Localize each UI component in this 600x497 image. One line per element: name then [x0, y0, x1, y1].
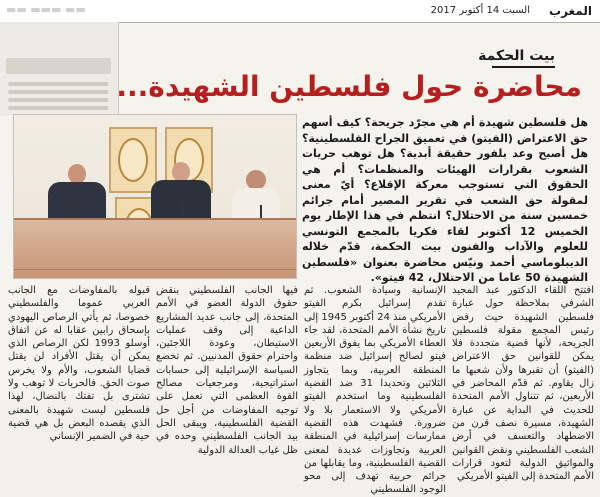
- speaker-left: [42, 164, 112, 220]
- article-headline: محاضرة حول فلسطين الشهيدة...: [116, 70, 582, 103]
- speaker-right: [229, 170, 283, 220]
- speaker-center-head: [172, 162, 190, 182]
- article-lead: هل فلسطين شهيدة أم هي مجرّد جريحة؟ كيف أسهم حق الاعتراض (الفيتو) في تعميق الجراح الفلسطينية؟ هل أصبح وعد بلفور حقيقة أبدية؟ هل توهب حريات الشعوب بقرارات الهيئات والمنظمات؟ أم هي الحقوق التي تستوجب معركة الإقلاع؟ أيّ معنى لمقولة حق الشعب في تقرير المصير أمام جرائم خمسين سنة من الاحتلال؟ انتظم في هذا الإطار يوم الخميس 12 أكتوبر لقاء فكريا بالمجمع التونسي للعلوم والآداب والفنون بيت الحكمة، قدّم خلاله الديبلوماسي أحمد ونيّس محاضرة بعنوان «فلسطين الشهيدة 50 عاما من الاحتلال، 42 فيتو».: [302, 116, 588, 284]
- article-column-2: الإنسانية وسيادة الشعوب. ثم تقدم إسرائيل بكرم الفيتو الأمريكي منذ 24 أكتوبر 1945 إلى تاريخ نشأة الأمم المتحدة، لقد جاء العطاء الأمريكي بما يفوق الأربعين فيتو لصالح إسرائيل ضد منظمة المنطقة العربية، وبما يتجاوز الثلاثين وتحديدا 31 ضد القضية الفلسطينية وما استخدم الفيتو الأمريكي ولا الاستعمار بلا ولا ضرورة. فشهدت هذه القضية ممارسات إسرائيلية في المنطقة العربية وتجاوزات عديدة لمعنى القضية الفلسطينية، وما يقابلها من جرائم حربية تهدف إلى محو الوجود الفلسطيني: [304, 285, 446, 496]
- speaker-right-blouse: [232, 188, 280, 222]
- article-column-1: افتتح اللقاء الدكتور عبد المجيد الشرفي بملاحظة حول عبارة فلسطين الشهيدة حيث رفض رئيس المجمع مقولة فلسطين الجريحة، لأنها قضية متجددة فلا يمكن للقوانين حق الاعتراض (الفيتو) أن تقبرها ولأن شعبها ما زال يقاوم. ثم قدّم المحاضر في الأربعين، ثم تتناول الأمم المتحدة للحديث في البداية عن عبارة الشهيدة، مسيرة نصف قرن من الاضطهاد والتعسف في أرض الشعب الفلسطيني ونقض القوانين والمواثيق الدولية لتعود قرارات الأمم المتحدة إلى الفيتو الأمريكي: [452, 285, 594, 483]
- issue-date: السبت 14 أكتوبر 2017: [430, 5, 530, 16]
- speaker-center-suit: [151, 180, 211, 220]
- conference-photo: [13, 114, 297, 279]
- article-column-3: فيها الجانب الفلسطيني بنقض حقوق الدولة العضو في الأمم المتحدة، إلى جانب عديد المشاريع الداعية إلى وقف عمليات الاستيطان، وعودة اللاجئين، واحترام حقوق المدنيين. ثم تخضع السياسة الإسرائيلية إلى حسابات استراتيجية، ومرجعيات مصالح القوة العظمى التي تعمل على توجيه المفاوضات من أجل حل القضية الفلسطينية، ويبقى الحل بيد الجانب الفلسطيني وحده في ظل غياب العدالة الدولية: [156, 285, 298, 456]
- speaker-left-head: [68, 164, 86, 184]
- section-label: بيت الحكمة: [478, 48, 555, 64]
- speaker-left-suit: [48, 182, 106, 220]
- masthead-bar: [0, 0, 600, 23]
- speaker-right-head: [246, 170, 266, 190]
- microphone-left: [74, 199, 76, 219]
- faded-sidebar-block: [0, 22, 119, 116]
- speaker-center: [146, 162, 216, 220]
- table-fold-line: [14, 269, 296, 270]
- section-underline: [492, 66, 555, 68]
- article-column-4: قبوله بالمفاوضات مع الجانب العربي عموما والفلسطيني خصوصا، ثم يأتي الرصاص اليهودي بإسحاق رابين عقابا له عن اتفاق أوسلو 1993 لكن الرصاص الذي يمكن أن يقتل الأفراد لن يقتل قضايا الشعوب، والأم ولا يخرس صوت الحق. فالحريات لا توهب ولا تشترى بل تفتك بالنضال، لهذا فلسطين ليست شهيدة بالمعنى الذي يقصده البعض بل هي قضية حية في الضمير الإنساني: [8, 285, 150, 443]
- article-body: [6, 284, 594, 496]
- sidebar-heading-strip: [6, 58, 111, 74]
- newspaper-name: المغرب: [549, 4, 592, 18]
- faded-logo: ▬▬ ▬▬▬ ▬▬: [6, 3, 86, 16]
